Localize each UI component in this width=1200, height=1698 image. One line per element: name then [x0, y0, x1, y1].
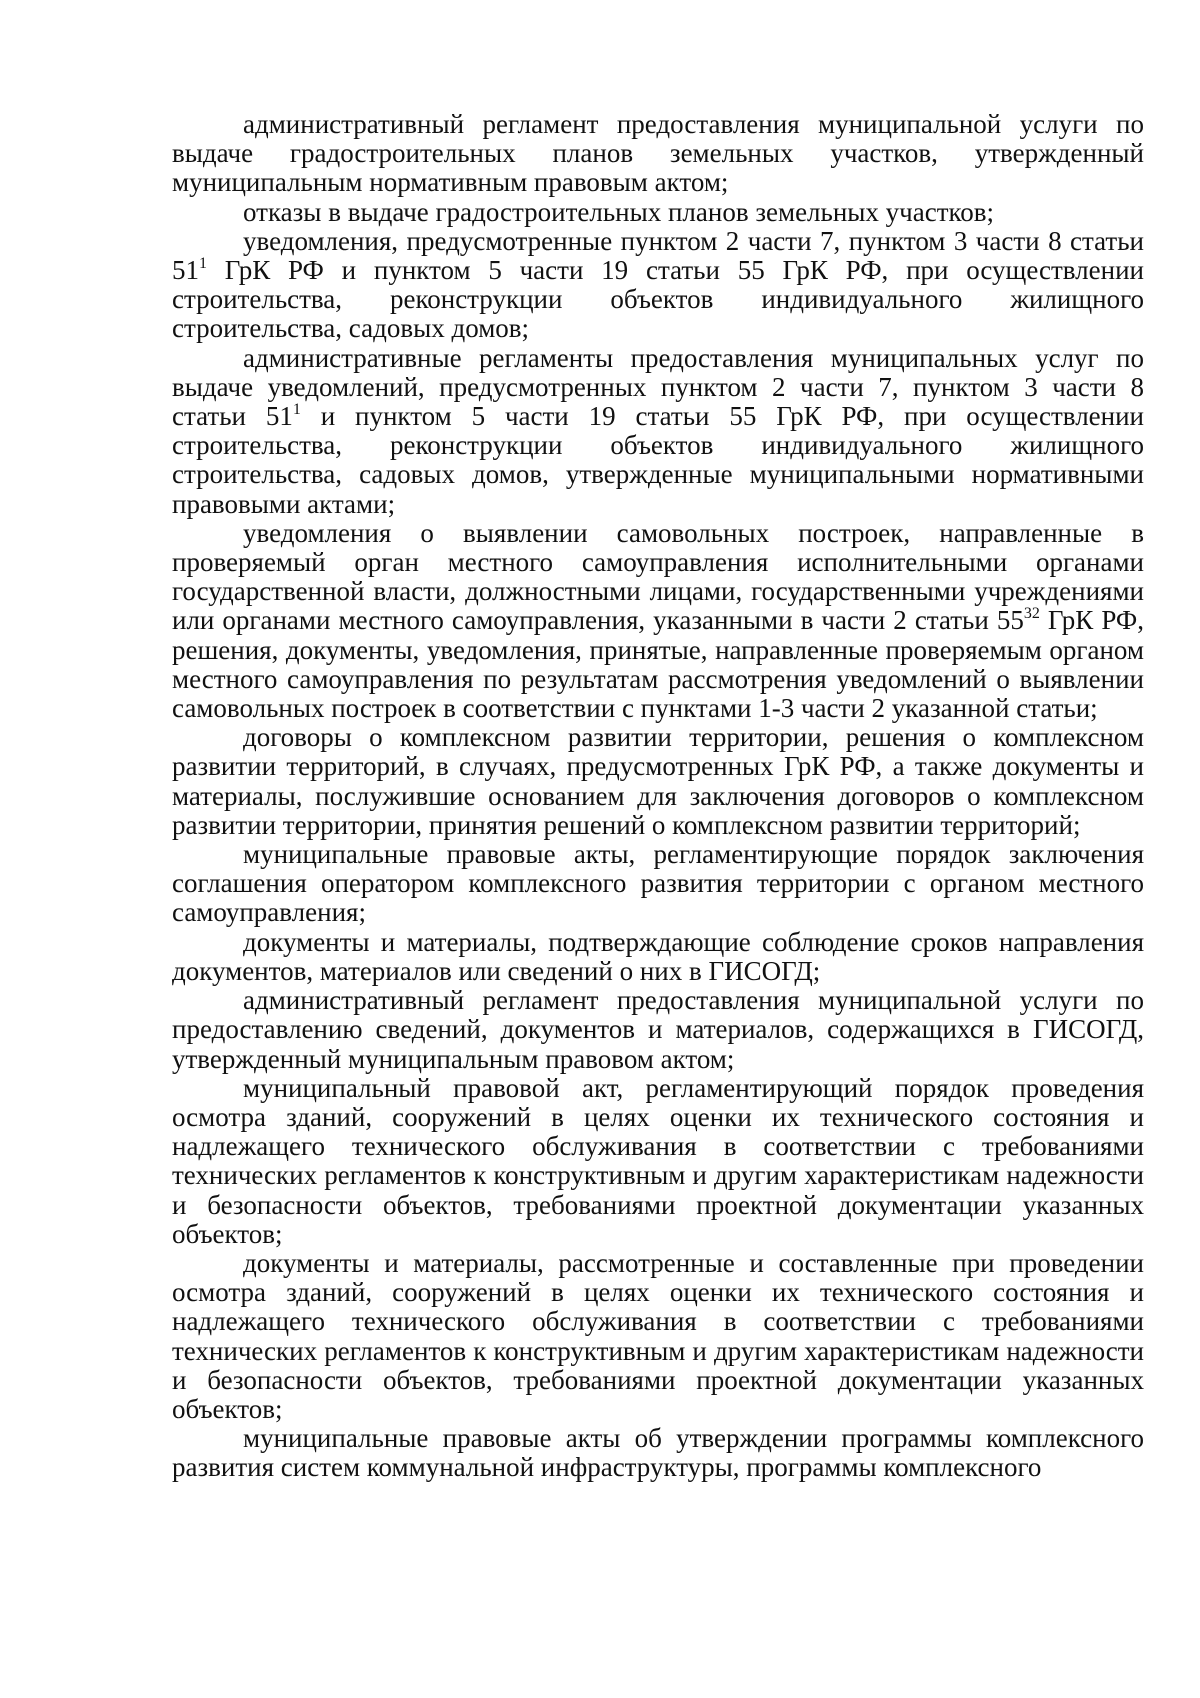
paragraph-notifications: уведомления, предусмотренные пунктом 2 части 7, пунктом 3 части 8 статьи $51^1$ ГрК РФ и пунктом 5 части 19 статьи 55 ГрК РФ, при осуществлении строительства, реконструкции объектов индивидуального жилищного строительства, садовых домов;: [172, 225, 1144, 344]
paragraph-operator-agreement-acts: муниципальные правовые акты, регламентирующие порядок заключения соглашения оператором комплексного развития территории с органом местного самоуправления;: [172, 839, 1144, 928]
paragraph-admin-regulations-notifications: административные регламенты предоставления муниципальных услуг по выдаче уведомлений, предусмотренных пунктом 2 части 7, пунктом 3 части 8 статьи $51^1$ и пунктом 5 части 19 статьи 55 ГрК РФ, при осуществлении строительства, реконструкции объектов индивидуального жилищного строительства, садовых домов, утвержденные муниципальными нормативными правовыми актами;: [172, 342, 1144, 519]
paragraph-admin-regulation-gpzu: административный регламент предоставления муниципальной услуги по выдаче градостроительных планов земельных участков, утвержденный муниципальным нормативным правовым актом;: [172, 109, 1144, 198]
paragraph-inspection-procedure-act: муниципальный правовой акт, регламентирующий порядок проведения осмотра зданий, сооружений в целях оценки их технического состояния и надлежащего технического обслуживания в соответствии с требованиями технических регламентов к конструктивным и другим характеристикам надежности и безопасности объектов, требованиями проектной документации указанных объектов;: [172, 1072, 1144, 1249]
paragraph-admin-regulation-isogd: административный регламент предоставления муниципальной услуги по предоставлению сведений, документов и материалов, содержащихся в ГИСОГД, утвержденный муниципальным правовом актом;: [172, 985, 1144, 1074]
superscript: 1: [292, 401, 301, 419]
paragraph-unauthorized-buildings: уведомления о выявлении самовольных построек, направленные в проверяемый орган местного самоуправления исполнительными органами государственной власти, должностными лицами, государственными учреждениями или органами местного самоуправления, указанными в части 2 статьи $55^{32}$ ГрК РФ, решения, документы, уведомления, принятые, направленные проверяемым органом местного самоуправления по результатам рассмотрения уведомлений о выявлении самовольных построек в соответствии с пунктами 1-3 части 2 указанной статьи;: [172, 517, 1144, 724]
paragraph-inspection-documents: документы и материалы, рассмотренные и составленные при проведении осмотра зданий, сооружений в целях оценки их технического состояния и надлежащего технического обслуживания в соответствии с требованиями технических регламентов к конструктивным и другим характеристикам надежности и безопасности объектов, требованиями проектной документации указанных объектов;: [172, 1247, 1144, 1424]
superscript: 32: [1023, 605, 1040, 623]
document-body: [172, 110, 1144, 1483]
superscript: 1: [199, 255, 207, 273]
paragraph-integrated-development-contracts: договоры о комплексном развитии территории, решения о комплексном развитии территорий, в случаях, предусмотренных ГрК РФ, а также документы и материалы, послужившие основанием для заключения договоров о комплексном развитии территории, принятия решений о комплексном развитии территорий;: [172, 722, 1144, 840]
paragraph-utility-infrastructure-program: муниципальные правовые акты об утверждении программы комплексного развития систем коммунальной инфраструктуры, программы комплексного: [172, 1423, 1144, 1483]
paragraph-isogd-deadlines: документы и материалы, подтверждающие соблюдение сроков направления документов, материалов или сведений о них в ГИСОГД;: [172, 926, 1144, 986]
paragraph-gpzu-refusals: отказы в выдаче градостроительных планов земельных участков;: [243, 196, 995, 227]
